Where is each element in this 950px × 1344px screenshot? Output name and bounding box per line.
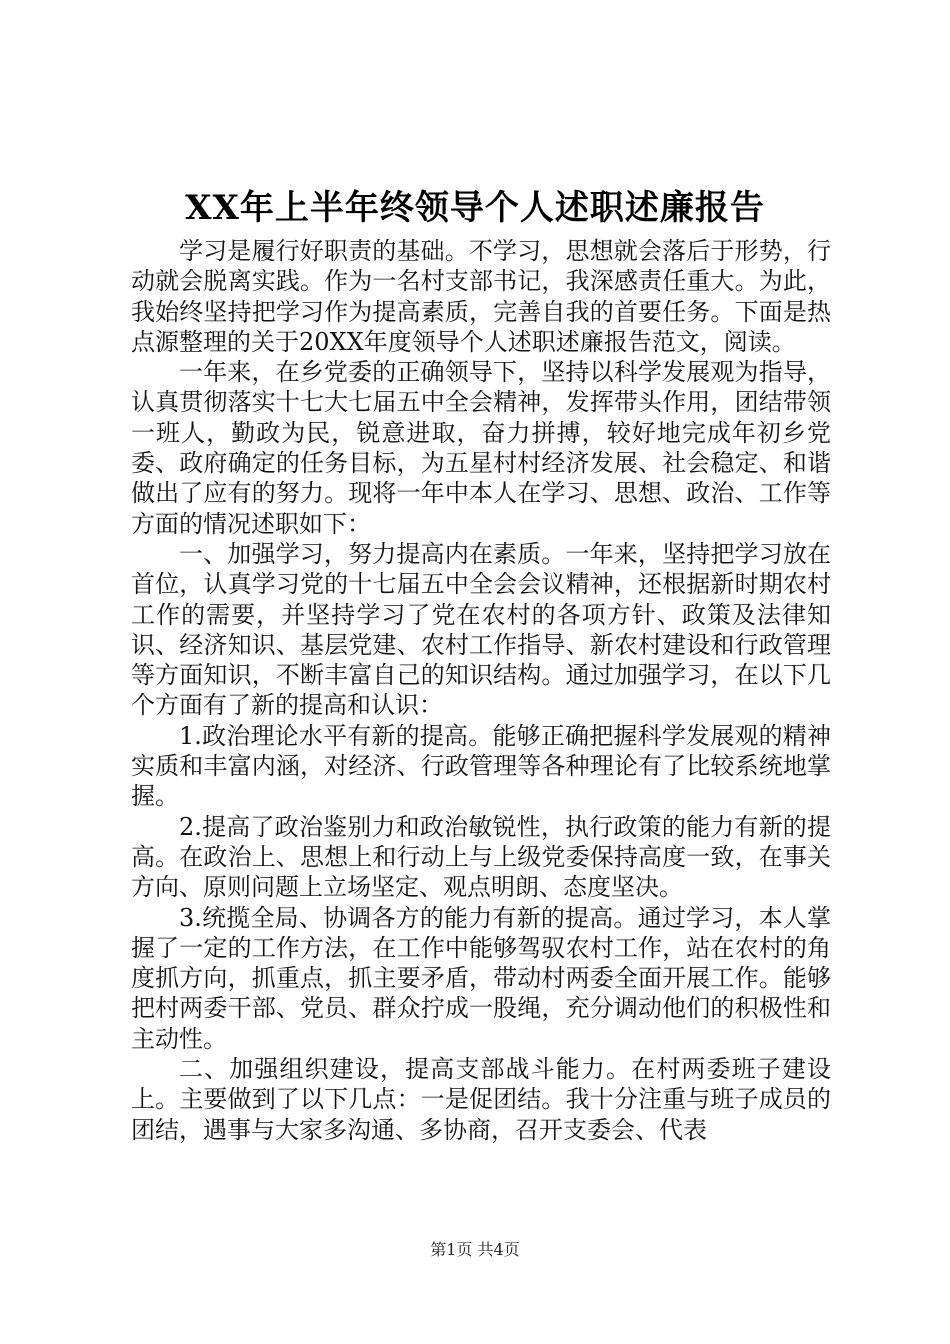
paragraph-point-1: 1.政治理论水平有新的提高。能够正确把握科学发展观的精神实质和丰富内涵，对经济、行政管理等各种理论有了比较系统地掌握。	[131, 721, 831, 811]
page-number: 第1页 共4页	[430, 1240, 520, 1259]
paragraph-intro: 学习是履行好职责的基础。不学习，思想就会落后于形势，行动就会脱离实践。作为一名村支部书记，我深感责任重大。为此，我始终坚持把学习作为提高素质，完善自我的首要任务。下面是热点源整理的关于20XX年度领导个人述职述廉报告范文，阅读。	[131, 237, 831, 356]
paragraph-section-2: 二、加强组织建设，提高支部战斗能力。在村两委班子建设上。主要做到了以下几点：一是促团结。我十分注重与班子成员的团结，遇事与大家多沟通、多协商，召开支委会、代表	[131, 1055, 831, 1144]
document-body	[131, 236, 831, 1145]
paragraph-section-1: 一、加强学习，努力提高内在素质。一年来，坚持把学习放在首位，认真学习党的十七届五中全会会议精神，还根据新时期农村工作的需要，并坚持学习了党在农村的各项方针、政策及法律知识、经济知识、基层党建、农村工作指导、新农村建设和行政管理等方面知识，不断丰富自己的知识结构。通过加强学习，在以下几个方面有了新的提高和认识：	[131, 539, 831, 720]
document-title: XX年上半年终领导个人述职述廉报告	[185, 188, 765, 228]
paragraph-point-2: 2.提高了政治鉴别力和政治敏锐性，执行政策的能力有新的提高。在政治上、思想上和行动上与上级党委保持高度一致，在事关方向、原则问题上立场坚定、观点明朗、态度坚决。	[131, 812, 831, 902]
paragraph-overview: 一年来，在乡党委的正确领导下，坚持以科学发展观为指导，认真贯彻落实十七大七届五中全会精神，发挥带头作用，团结带领一班人，勤政为民，锐意进取，奋力拼搏，较好地完成年初乡党委、政府确定的任务目标，为五星村村经济发展、社会稳定、和谐做出了应有的努力。现将一年中本人在学习、思想、政治、工作等方面的情况述职如下：	[131, 358, 831, 538]
paragraph-point-3: 3.统揽全局、协调各方的能力有新的提高。通过学习，本人掌握了一定的工作方法，在工作中能够驾驭农村工作，站在农村的角度抓方向，抓重点，抓主要矛盾，带动村两委全面开展工作。能够把村两委干部、党员、群众拧成一股绳，充分调动他们的积极性和主动性。	[131, 903, 831, 1053]
